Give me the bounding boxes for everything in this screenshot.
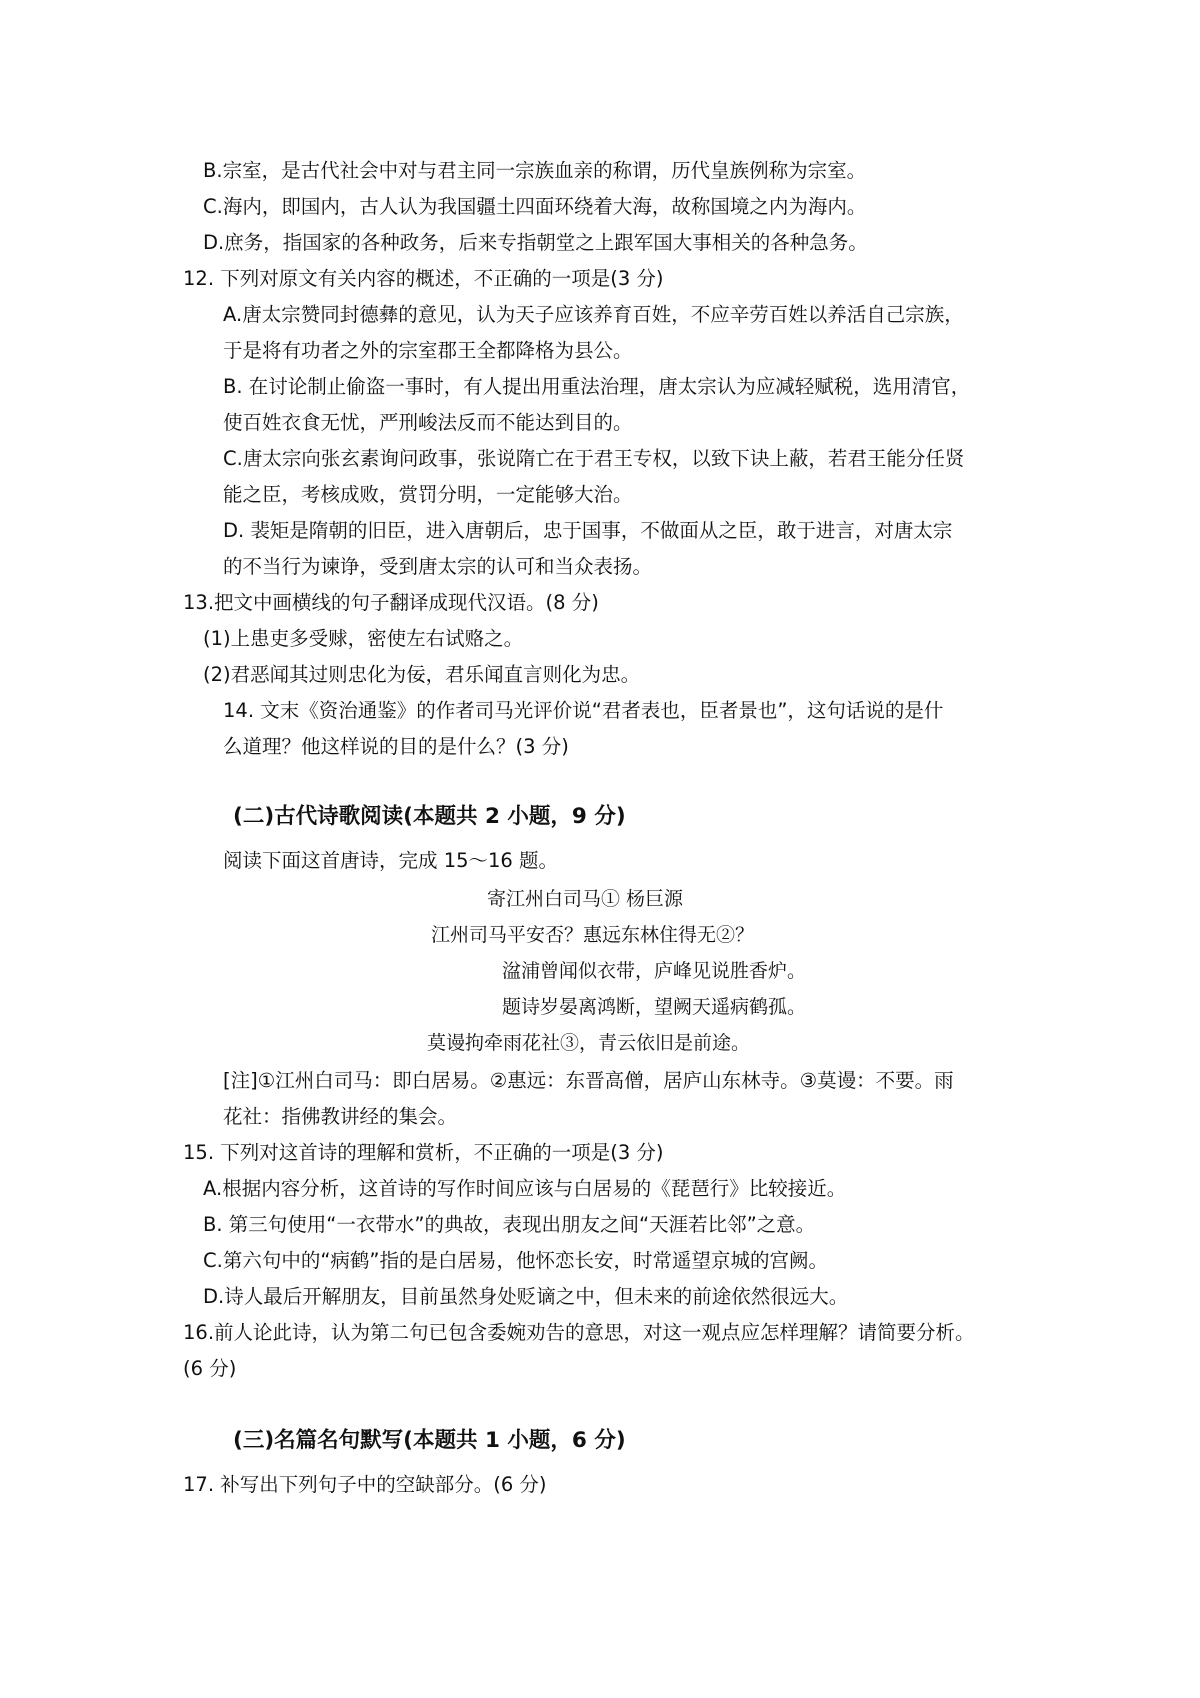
q12-option-c-line1: C.唐太宗向张玄素询问政事，张说隋亡在于君王专权，以致下诀上蔽，若君王能分任贤: [223, 447, 965, 470]
q15-option-b: B. 第三句使用“一衣带水”的典故，表现出朋友之间“天涯若比邻”之意。: [203, 1213, 816, 1236]
q12-option-b-line2: 使百姓衣食无忧，严刑峻法反而不能达到目的。: [223, 411, 633, 434]
q13-sentence-1: (1)上患吏多受赇，密使左右试赂之。: [203, 627, 524, 650]
q12-option-b-line1: B. 在讨论制止偷盗一事时，有人提出用重法治理，唐太宗认为应减轻赋税，选用清官，: [223, 375, 971, 398]
section-3-heading: (三)名篇名句默写(本题共 1 小题，6 分): [233, 1428, 626, 1453]
q14-line2: 么道理？他这样说的目的是什么？(3 分): [223, 735, 569, 758]
section-2-heading: (二)古代诗歌阅读(本题共 2 小题，9 分): [233, 804, 626, 829]
q12-option-a-line2: 于是将有功者之外的宗室郡王全都降格为县公。: [223, 339, 633, 362]
q15-option-c: C.第六句中的“病鹤”指的是白居易，他怀恋长安，时常遥望京城的宫阙。: [203, 1249, 829, 1272]
poem-line-3: 题诗岁晏离鸿断，望阙天遥病鹤孤。: [502, 996, 807, 1018]
q12-option-c-line2: 能之臣，考核成败，赏罚分明，一定能够大治。: [223, 483, 633, 506]
q15-stem: 15. 下列对这首诗的理解和赏析，不正确的一项是(3 分): [183, 1141, 664, 1164]
q12-option-d-line1: D. 裴矩是隋朝的旧臣，进入唐朝后，忠于国事，不做面从之臣，敢于进言，对唐太宗: [223, 519, 953, 542]
section-2-intro: 阅读下面这首唐诗，完成 15～16 题。: [223, 849, 559, 872]
q14-line1: 14. 文末《资治通鉴》的作者司马光评价说“君者表也，臣者景也”，这句话说的是什: [223, 699, 944, 722]
poem-title: 寄江州白司马① 杨巨源: [487, 888, 684, 910]
q16-line1: 16.前人论此诗，认为第二句已包含委婉劝告的意思，对这一观点应怎样理解？请简要分析。: [183, 1321, 975, 1344]
q13-stem: 13.把文中画横线的句子翻译成现代汉语。(8 分): [183, 591, 599, 614]
q12-stem: 12. 下列对原文有关内容的概述，不正确的一项是(3 分): [183, 267, 664, 290]
q12-option-d-line2: 的不当行为谏诤，受到唐太宗的认可和当众表扬。: [223, 555, 653, 578]
q13-sentence-2: (2)君恶闻其过则忠化为佞，君乐闻直言则化为忠。: [203, 663, 641, 686]
q16-line2: (6 分): [183, 1357, 237, 1380]
q15-option-d: D.诗人最后开解朋友，目前虽然身处贬谪之中，但未来的前途依然很远大。: [203, 1285, 849, 1308]
q17-stem: 17. 补写出下列句子中的空缺部分。(6 分): [183, 1473, 547, 1496]
poem-line-1: 江州司马平安否？惠远东林住得无②？: [431, 924, 755, 946]
poem-line-4: 莫谩拘牵雨花社③，青云依旧是前途。: [427, 1032, 751, 1054]
q12-option-a-line1: A.唐太宗赞同封德彝的意见，认为天子应该养育百姓，不应辛劳百姓以养活自己宗族，: [223, 303, 964, 326]
q11-option-d: D.庶务，指国家的各种政务，后来专指朝堂之上跟军国大事相关的各种急务。: [203, 231, 868, 254]
poem-note-line2: 花社：指佛教讲经的集会。: [223, 1105, 458, 1128]
poem-line-2: 湓浦曾闻似衣带，庐峰见说胜香炉。: [502, 960, 807, 982]
q11-option-b: B.宗室，是古代社会中对与君主同一宗族血亲的称谓，历代皇族例称为宗室。: [203, 159, 867, 182]
q11-option-c: C.海内，即国内，古人认为我国疆土四面环绕着大海，故称国境之内为海内。: [203, 195, 867, 218]
poem-note-line1: [注]①江州白司马：即白居易。②惠远：东晋高僧，居庐山东林寺。③莫谩：不要。雨: [223, 1069, 954, 1092]
q15-option-a: A.根据内容分析，这首诗的写作时间应该与白居易的《琵琶行》比较接近。: [203, 1177, 847, 1200]
